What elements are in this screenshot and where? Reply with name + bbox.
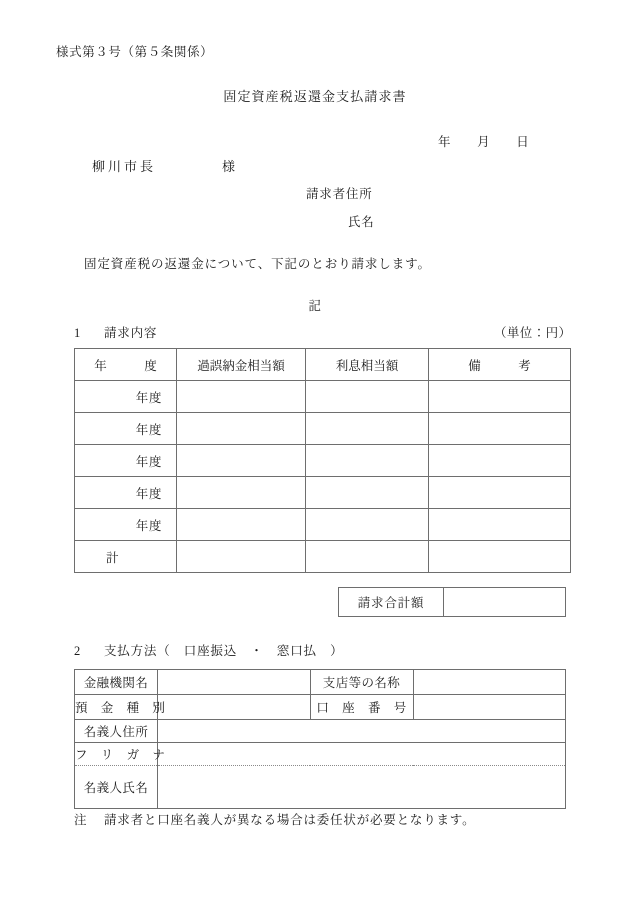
date-year-label: 年 xyxy=(438,135,452,149)
bank-name-value[interactable] xyxy=(158,670,311,695)
cell-remarks[interactable] xyxy=(429,509,571,541)
body-text: 固定資産税の返還金について、下記のとおり請求します。 xyxy=(84,257,431,271)
table-row xyxy=(75,720,566,743)
holder-address-label: 名義人住所 xyxy=(75,720,158,743)
section2-label: 支払方法（ 口座振込 ・ 窓口払 ） xyxy=(104,644,344,658)
cell-year: 年度 xyxy=(75,445,177,477)
cell-interest[interactable] xyxy=(306,477,429,509)
total-amount-row xyxy=(339,588,566,617)
holder-address-value[interactable] xyxy=(158,720,566,743)
cell-remarks[interactable] xyxy=(429,445,571,477)
cell-interest[interactable] xyxy=(306,445,429,477)
cell-interest[interactable] xyxy=(306,381,429,413)
cell-remarks[interactable] xyxy=(429,477,571,509)
footer-note-text: 請求者と口座名義人が異なる場合は委任状が必要となります。 xyxy=(104,813,476,827)
section2-number: 2 xyxy=(74,644,82,658)
table-row xyxy=(75,477,571,509)
holder-name-value[interactable] xyxy=(158,766,566,809)
cell-overpayment[interactable] xyxy=(177,509,306,541)
bank-name-label: 金融機関名 xyxy=(75,670,158,695)
document-title: 固定資産税返還金支払請求書 xyxy=(223,89,407,104)
total-amount-value[interactable] xyxy=(444,588,566,617)
addressee: 柳川市長 xyxy=(92,159,157,174)
total-amount-label: 請求合計額 xyxy=(339,588,444,617)
cell-remarks[interactable] xyxy=(429,413,571,445)
table-row xyxy=(75,766,566,809)
branch-name-label: 支店等の名称 xyxy=(310,670,413,695)
table-row xyxy=(75,695,566,720)
table-row xyxy=(75,670,566,695)
date-day-label: 日 xyxy=(516,135,530,149)
requester-name-label: 氏名 xyxy=(348,215,375,229)
total-amount-box xyxy=(338,587,566,617)
section2-heading xyxy=(74,645,343,658)
bank-account-table xyxy=(74,669,566,809)
cell-total-overpayment[interactable] xyxy=(177,541,306,573)
cell-overpayment[interactable] xyxy=(177,445,306,477)
account-number-value[interactable] xyxy=(413,695,566,720)
unit-note: （単位：円） xyxy=(494,326,572,340)
cell-year: 年度 xyxy=(75,477,177,509)
cell-overpayment[interactable] xyxy=(177,413,306,445)
table-row xyxy=(75,743,566,766)
holder-name-label: 名義人氏名 xyxy=(75,766,158,809)
cell-year: 年度 xyxy=(75,381,177,413)
cell-remarks[interactable] xyxy=(429,381,571,413)
cell-total-label: 計 xyxy=(75,541,177,573)
table-row xyxy=(75,445,571,477)
account-number-label: 口 座 番 号 xyxy=(310,695,413,720)
cell-overpayment[interactable] xyxy=(177,477,306,509)
claim-table xyxy=(74,348,571,573)
furigana-value[interactable] xyxy=(158,743,566,766)
cell-overpayment[interactable] xyxy=(177,381,306,413)
cell-interest[interactable] xyxy=(306,509,429,541)
date-month-label: 月 xyxy=(477,135,491,149)
table-row xyxy=(75,381,571,413)
account-type-value[interactable] xyxy=(158,695,311,720)
section1-number: 1 xyxy=(74,326,82,340)
cell-total-remarks[interactable] xyxy=(429,541,571,573)
section1-label: 請求内容 xyxy=(104,326,158,340)
branch-name-value[interactable] xyxy=(413,670,566,695)
cell-total-interest[interactable] xyxy=(306,541,429,573)
cell-interest[interactable] xyxy=(306,413,429,445)
table-header-row xyxy=(75,349,571,381)
footer-note-marker: 注 xyxy=(74,813,88,827)
form-number: 様式第３号（第５条関係） xyxy=(56,45,214,59)
account-type-label: 預 金 種 別 xyxy=(75,695,158,720)
ki-mark: 記 xyxy=(308,299,322,313)
furigana-label: フ リ ガ ナ xyxy=(75,743,158,766)
date-line xyxy=(438,136,529,149)
header-year: 年 度 xyxy=(75,349,177,381)
table-total-row xyxy=(75,541,571,573)
header-overpayment: 過誤納金相当額 xyxy=(177,349,306,381)
section1-heading xyxy=(74,327,157,340)
addressee-honorific: 様 xyxy=(222,159,236,174)
header-remarks: 備 考 xyxy=(429,349,571,381)
table-row xyxy=(75,413,571,445)
footer-note xyxy=(74,814,475,827)
cell-year: 年度 xyxy=(75,413,177,445)
cell-year: 年度 xyxy=(75,509,177,541)
header-interest: 利息相当額 xyxy=(306,349,429,381)
table-row xyxy=(75,509,571,541)
requester-address-label: 請求者住所 xyxy=(306,187,373,201)
